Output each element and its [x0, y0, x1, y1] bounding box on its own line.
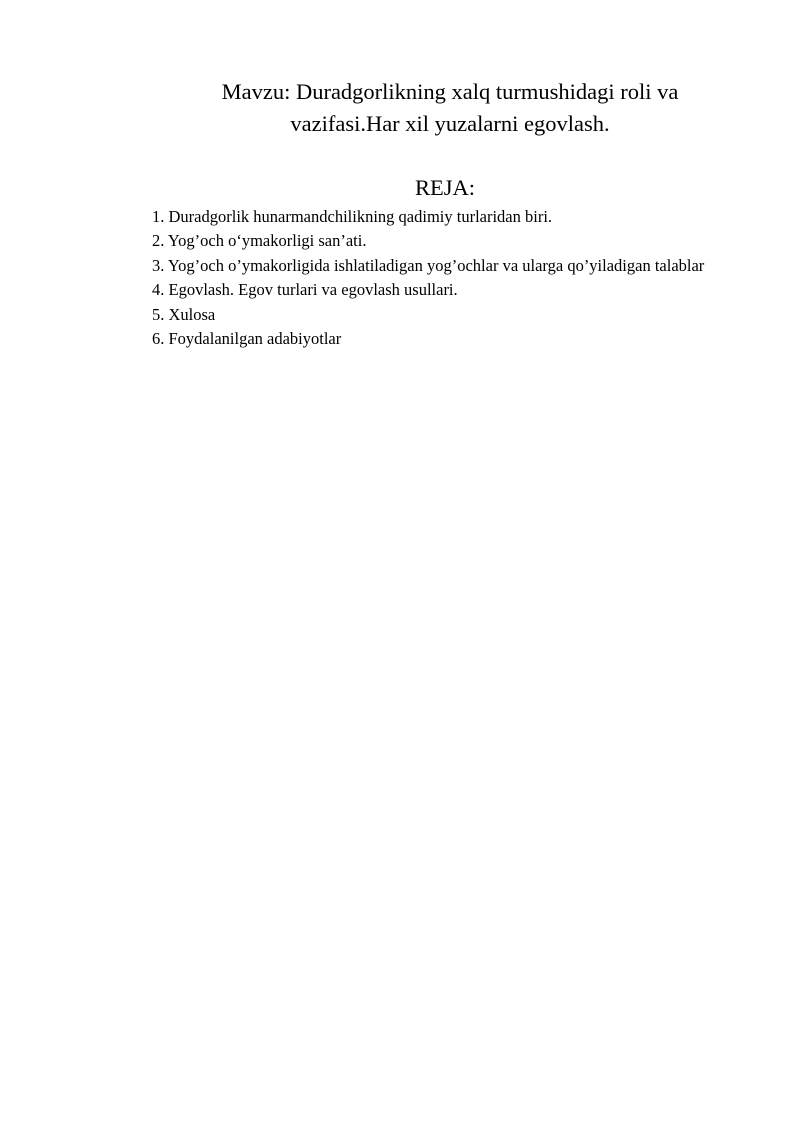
plan-item-number: 5. [152, 304, 169, 324]
plan-item-3 [113, 254, 742, 278]
plan-item-1 [113, 205, 742, 229]
topic-title [150, 76, 750, 140]
plan-item-text: Yog’och o‘ymakorligi san’ati. [167, 231, 367, 251]
topic-title-line-2: vazifasi.Har xil yuzalarni egovlash. [290, 111, 610, 136]
plan-item-number: 3. [152, 255, 168, 275]
plan-item-2 [113, 229, 742, 253]
plan-item-text: Xulosa [168, 304, 216, 324]
plan-list [113, 205, 742, 351]
plan-item-number: 4. [152, 280, 169, 300]
plan-item-text: Duradgorlik hunarmandchilikning qadimiy turlaridan biri. [168, 207, 553, 226]
plan-item-6 [113, 327, 742, 351]
plan-item-number: 6. [152, 329, 169, 349]
plan-item-number: 2. [152, 231, 168, 251]
plan-item-text: Yog’och o’ymakorligida ishlatiladigan yog’ochlar va ularga qo’yiladigan talablar [167, 255, 705, 275]
topic-title-line-1: Mavzu: Duradgorlikning xalq turmushidagi roli va [221, 79, 679, 104]
plan-heading: REJA: [415, 175, 476, 200]
plan-item-5 [113, 303, 742, 327]
plan-item-text: Egovlash. Egov turlari va egovlash usullari. [168, 280, 458, 300]
plan-item-4 [113, 278, 742, 302]
plan-item-text: Foydalanilgan adabiyotlar [168, 329, 342, 349]
plan-item-number: 1. [152, 207, 169, 226]
